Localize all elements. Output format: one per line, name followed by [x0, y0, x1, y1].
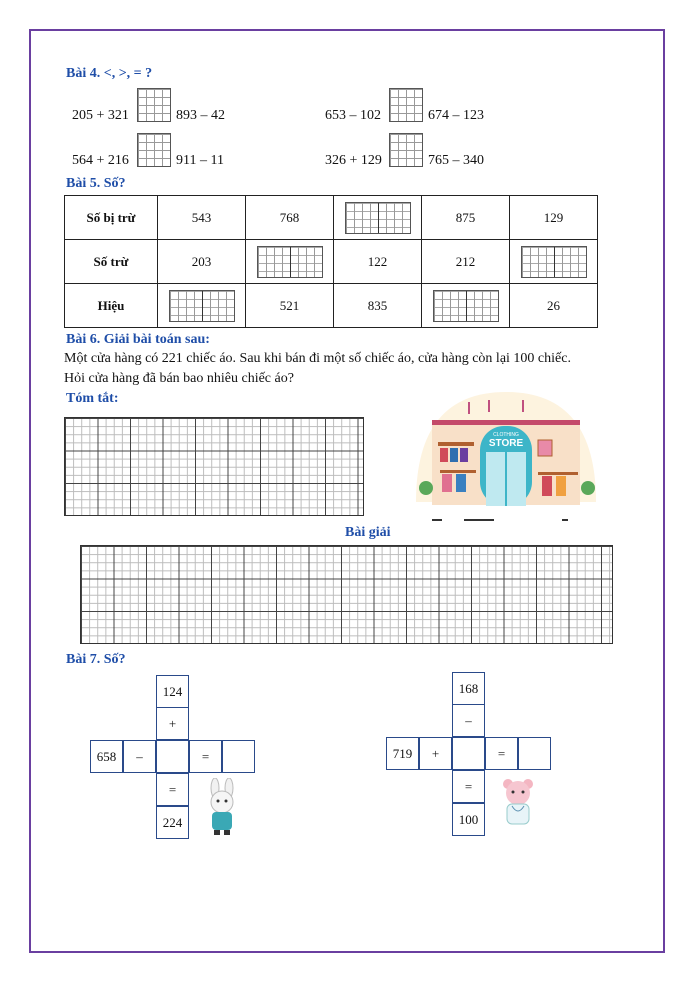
- store-sign-text: STORE: [488, 438, 524, 449]
- table-cell: 835: [334, 284, 422, 328]
- operator-box: =: [156, 773, 189, 806]
- operator-box: =: [485, 737, 518, 770]
- answer-box[interactable]: [518, 737, 551, 770]
- bai4-heading: Bài 4. <, >, = ?: [66, 66, 153, 81]
- bai4-expr: 765 – 340: [428, 153, 484, 168]
- answer-box[interactable]: [222, 740, 255, 773]
- answer-cell[interactable]: [422, 284, 510, 328]
- table-cell: 875: [422, 196, 510, 240]
- table-cell: 768: [246, 196, 334, 240]
- number-box: 100: [452, 803, 485, 836]
- answer-grid[interactable]: [257, 246, 323, 278]
- table-row: [65, 284, 598, 328]
- compare-box[interactable]: [137, 133, 171, 167]
- compare-box[interactable]: [137, 88, 171, 122]
- table-row: [65, 240, 598, 284]
- bai4-expr: 911 – 11: [176, 153, 224, 168]
- table-cell: 543: [158, 196, 246, 240]
- operator-box: +: [419, 737, 452, 770]
- operator-box: =: [189, 740, 222, 773]
- bai7-heading: Bài 7. Số?: [66, 652, 126, 667]
- table-cell: 521: [246, 284, 334, 328]
- table-cell: 122: [334, 240, 422, 284]
- number-box: 224: [156, 806, 189, 839]
- compare-box[interactable]: [389, 88, 423, 122]
- bai6-heading: Bài 6. Giải bài toán sau:: [66, 332, 210, 347]
- bear-doctor-illustration: [498, 776, 538, 828]
- table-cell: 203: [158, 240, 246, 284]
- operator-box: –: [123, 740, 156, 773]
- bai4-expr: 564 + 216: [72, 153, 129, 168]
- answer-cell[interactable]: [246, 240, 334, 284]
- bai4-expr: 205 + 321: [72, 108, 129, 123]
- answer-grid[interactable]: [345, 202, 411, 234]
- bai4-expr: 893 – 42: [176, 108, 225, 123]
- number-box: 658: [90, 740, 123, 773]
- answer-cell[interactable]: [158, 284, 246, 328]
- bai5-table: [64, 195, 598, 328]
- answer-box[interactable]: [452, 737, 485, 770]
- operator-box: =: [452, 770, 485, 803]
- solution-writing-grid[interactable]: [80, 545, 613, 644]
- row-label: Hiệu: [65, 284, 158, 328]
- summary-writing-grid[interactable]: [64, 417, 364, 516]
- operator-box: –: [452, 704, 485, 737]
- operator-box: +: [156, 707, 189, 740]
- summary-label: Tóm tắt:: [66, 391, 119, 406]
- bunny-doctor-illustration: [202, 778, 242, 836]
- compare-box[interactable]: [389, 133, 423, 167]
- answer-grid[interactable]: [433, 290, 499, 322]
- answer-grid[interactable]: [169, 290, 235, 322]
- bai4-expr: 653 – 102: [325, 108, 381, 123]
- table-cell: 129: [510, 196, 598, 240]
- answer-grid[interactable]: [521, 246, 587, 278]
- bai4-expr: 326 + 129: [325, 153, 382, 168]
- table-cell: 26: [510, 284, 598, 328]
- bai4-expr: 674 – 123: [428, 108, 484, 123]
- solution-label: Bài giải: [345, 525, 391, 540]
- row-label: Số trừ: [65, 240, 158, 284]
- answer-cell[interactable]: [510, 240, 598, 284]
- number-box: 168: [452, 672, 485, 705]
- table-cell: 212: [422, 240, 510, 284]
- problem-line: Một cửa hàng có 221 chiếc áo. Sau khi bán đi một số chiếc áo, cửa hàng còn lại 100 chiếc.: [64, 351, 571, 366]
- problem-line: Hỏi cửa hàng đã bán bao nhiêu chiếc áo?: [64, 371, 294, 386]
- answer-cell[interactable]: [334, 196, 422, 240]
- bai5-heading: Bài 5. Số?: [66, 176, 126, 191]
- number-box: 124: [156, 675, 189, 708]
- store-small-text: CLOTHING: [493, 432, 519, 438]
- row-label: Số bị trừ: [65, 196, 158, 240]
- answer-box[interactable]: [156, 740, 189, 773]
- number-box: 719: [386, 737, 419, 770]
- table-row: [65, 196, 598, 240]
- store-illustration: [412, 392, 600, 522]
